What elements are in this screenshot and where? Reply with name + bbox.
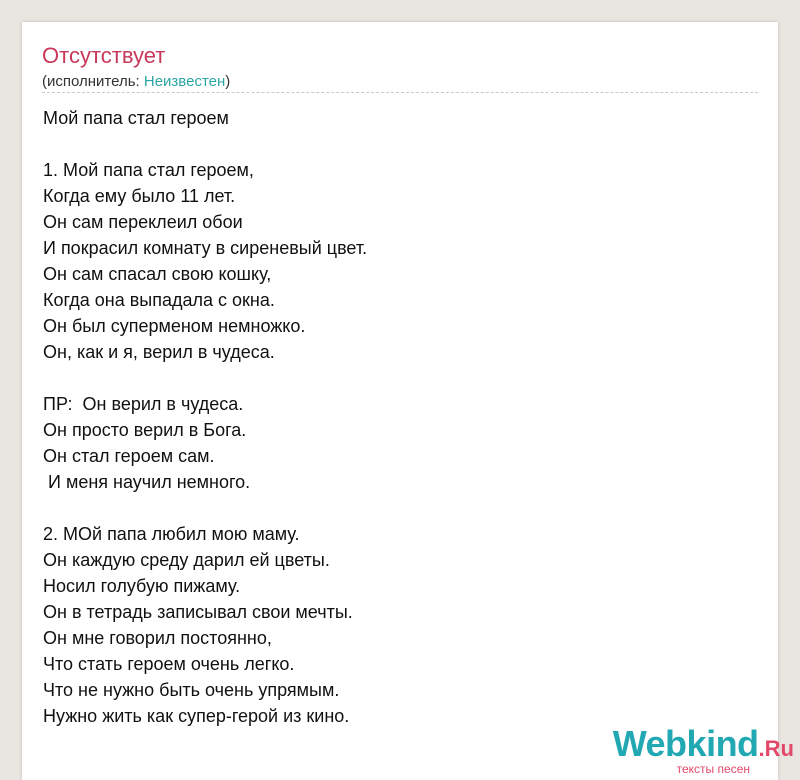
lyric-line: Он сам переклеил обои — [43, 212, 243, 232]
lyric-line: Он сам спасал свою кошку, — [43, 264, 272, 284]
song-title: Отсутствует — [42, 43, 166, 68]
lyric-blank-line — [43, 131, 743, 157]
lyrics-text — [43, 105, 743, 729]
lyric-line: Что стать героем очень легко. — [43, 654, 295, 674]
artist-prefix: (исполнитель: — [42, 73, 144, 90]
lyric-line: Он стал героем сам. — [43, 446, 215, 466]
watermark-brand: Webkind — [612, 723, 759, 764]
lyric-line: Когда она выпадала с окна. — [43, 290, 275, 310]
lyric-line: Он, как и я, верил в чудеса. — [43, 342, 275, 362]
watermark-domain: .Ru — [758, 736, 794, 761]
artist-suffix: ) — [225, 73, 231, 90]
lyric-line: И покрасил комнату в сиреневый цвет. — [43, 238, 368, 258]
lyric-line: Носил голубую пижаму. — [43, 576, 241, 596]
lyric-line: ПР: Он верил в чудеса. — [43, 394, 244, 414]
watermark-logo — [612, 723, 794, 776]
artist-link[interactable]: Неизвестен — [143, 73, 226, 90]
watermark-tagline: тексты песен — [676, 762, 750, 776]
lyrics-card — [22, 22, 778, 780]
lyric-line: 2. МОй папа любил мою маму. — [43, 524, 300, 544]
lyric-line: Он в тетрадь записывал свои мечты. — [43, 602, 353, 622]
lyric-line: Он просто верил в Бога. — [43, 420, 247, 440]
lyric-line: Он мне говорил постоянно, — [43, 628, 272, 648]
lyric-line: Что не нужно быть очень упрямым. — [43, 680, 340, 700]
lyric-blank-line — [43, 495, 743, 521]
lyric-line: Он был суперменом немножко. — [43, 316, 306, 336]
lyric-line: 1. Мой папа стал героем, — [43, 160, 254, 180]
divider — [42, 92, 758, 93]
lyric-blank-line — [43, 365, 743, 391]
lyric-line: Когда ему было 11 лет. — [43, 186, 236, 206]
lyric-line: Он каждую среду дарил ей цветы. — [43, 550, 330, 570]
lyric-line: Нужно жить как супер-герой из кино. — [43, 706, 350, 726]
lyric-line: И меня научил немного. — [43, 472, 251, 492]
lyric-line: Мой папа стал героем — [43, 108, 229, 128]
artist-line — [42, 72, 230, 92]
